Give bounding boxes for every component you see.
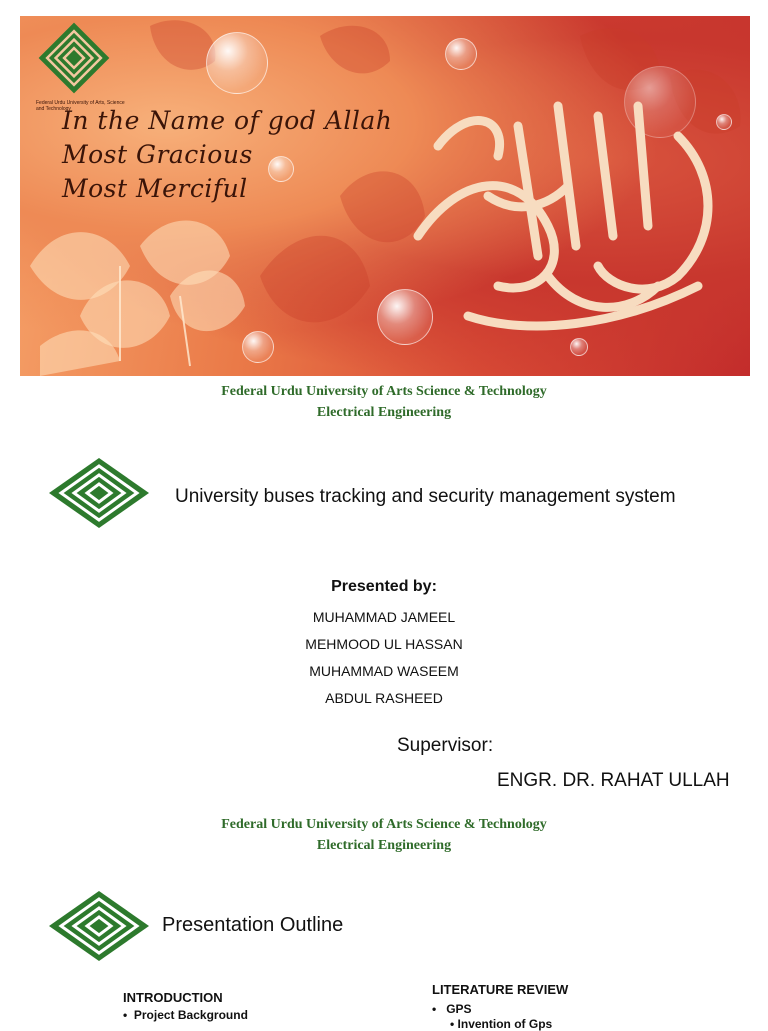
bubble-decoration bbox=[206, 32, 268, 94]
presenter-name: MEHMOOD UL HASSAN bbox=[305, 636, 463, 652]
calligraphy-text bbox=[398, 86, 408, 87]
banner-line-1: In the Name of god Allah bbox=[62, 106, 393, 135]
university-logo-icon bbox=[47, 889, 151, 963]
bubble-decoration bbox=[242, 331, 274, 363]
literature-item-label: GPS bbox=[446, 1002, 472, 1016]
supervisor-name: ENGR. DR. RAHAT ULLAH bbox=[497, 770, 730, 791]
bubble-decoration bbox=[268, 156, 294, 182]
introduction-item-label: Project Background bbox=[133, 1008, 248, 1022]
supervisor-label: Supervisor: bbox=[397, 735, 494, 756]
university-name-1: Federal Urdu University of Arts Science & Technology bbox=[221, 384, 547, 399]
project-title: University buses tracking and security management system bbox=[175, 486, 676, 507]
arabic-calligraphy bbox=[398, 86, 738, 356]
bismillah-banner bbox=[20, 16, 750, 376]
literature-item: • Invention of Gps bbox=[450, 1017, 553, 1031]
presenter-name: MUHAMMAD JAMEEL bbox=[312, 609, 456, 625]
bubble-decoration bbox=[445, 38, 477, 70]
literature-heading: LITERATURE REVIEW bbox=[432, 982, 569, 997]
outline-title: Presentation Outline bbox=[162, 914, 344, 936]
department-1: Electrical Engineering bbox=[316, 405, 452, 420]
banner-line-2: Most Gracious bbox=[62, 140, 253, 169]
presenter-name: ABDUL RASHEED bbox=[325, 690, 443, 706]
university-name-2: Federal Urdu University of Arts Science & Technology bbox=[221, 817, 547, 832]
presenter-name: MUHAMMAD WASEEM bbox=[309, 663, 459, 679]
university-logo-icon bbox=[36, 20, 112, 96]
department-2: Electrical Engineering bbox=[316, 838, 452, 853]
banner-line-3: Most Merciful bbox=[62, 174, 248, 203]
logo-caption: Federal Urdu University of Arts, Science and Technology bbox=[36, 100, 125, 112]
literature-item-label: Invention of Gps bbox=[457, 1017, 553, 1031]
calligraphy-strokes-icon bbox=[398, 86, 738, 356]
university-logo-icon bbox=[47, 456, 151, 530]
introduction-item: • Project Background bbox=[123, 1008, 248, 1022]
introduction-heading: INTRODUCTION bbox=[123, 990, 223, 1005]
presented-by-heading: Presented by: bbox=[331, 578, 437, 595]
literature-item: • GPS bbox=[432, 1002, 472, 1016]
